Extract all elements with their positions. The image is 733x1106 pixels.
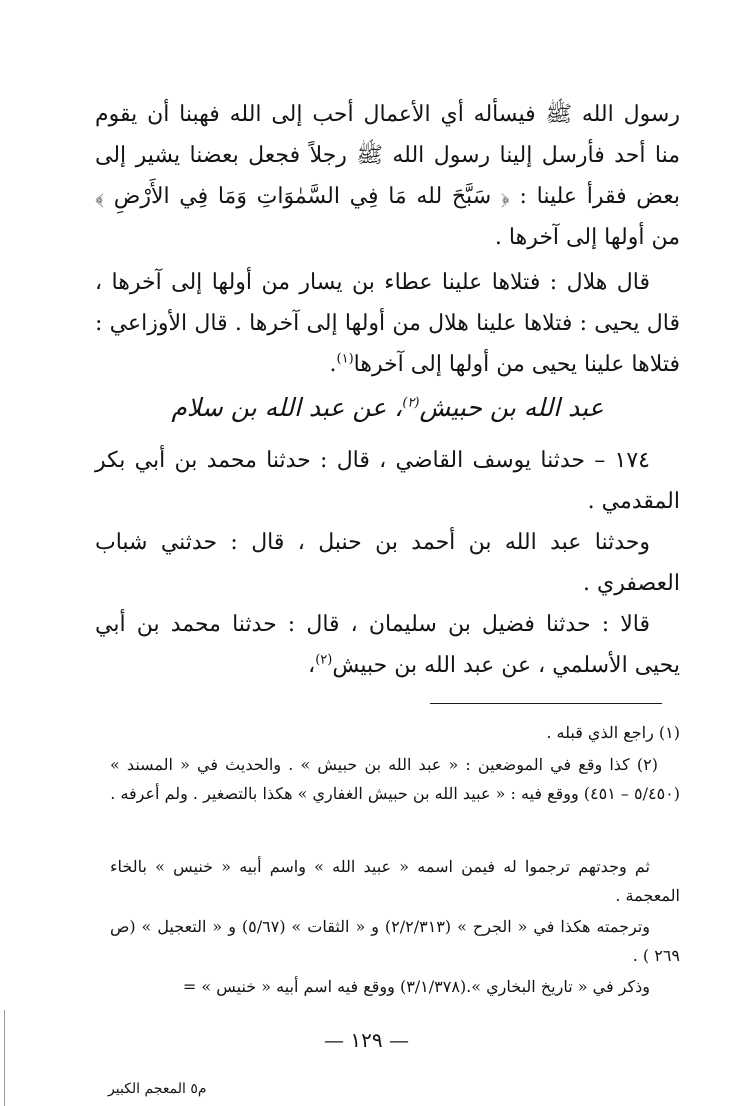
footnote-2-text: (٢) كذا وقع في الموضعين : « عبد الله بن حبيش » . والحديث في « المسند » (٥/٤٥٠ – ٤٥١) ووقع فيه : « عبيد الله بن حبيش الغفاري » هكذا بالتصغير . ولم أعرفه . <box>110 755 680 803</box>
paragraph-2-end: . <box>329 352 337 377</box>
chain-3-paragraph <box>95 604 680 686</box>
main-text-paragraph-2 <box>95 262 680 385</box>
scan-edge-line <box>4 1010 5 1106</box>
heading-name: عبد الله بن حبيش <box>419 393 604 422</box>
chain-3-end: ، <box>308 653 316 678</box>
book-signature: م٥ المعجم الكبير <box>108 1081 207 1097</box>
chain-3-text: قالا : حدثنا فضيل بن سليمان ، قال : حدثنا محمد بن أبي يحيى الأسلمي ، عن عبد الله بن حبيش <box>95 612 680 678</box>
footnote-ref-1: (١) <box>336 351 354 367</box>
chain-2-text: وحدثنا عبد الله بن أحمد بن حنبل ، قال : حدثني شباب العصفري . <box>95 530 680 596</box>
paragraph-1-text: رسول الله ﷺ فيسأله أي الأعمال أحب إلى الله فهبنا أن يقوم منا أحد فأرسل إلينا رسول الله ﷺ رجلاً فجعل بعضنا يشير إلى بعض فقرأ علينا : ﴿ سَبَّحَ لله مَا فِي السَّمٰوَاتِ وَمَا فِي الأَرْضِ ﴾ من أولها إلى آخرها . <box>95 102 680 250</box>
main-text-paragraph-1 <box>95 94 680 258</box>
footnote-1: (١) راجع الذي قبله . <box>546 723 680 742</box>
paragraph-2-text: قال هلال : فتلاها علينا عطاء بن يسار من أولها إلى آخرها ، قال يحيى : فتلاها علينا هلال من أولها إلى آخرها . قال الأوزاعي : فتلاها علينا يحيى من أولها إلى آخرها <box>95 270 680 377</box>
heading-rest: ، عن عبد الله بن سلام <box>171 393 403 422</box>
section-heading <box>95 388 680 428</box>
footnote-2-continuation-2: وترجمته هكذا في « الجرح » (٢/٢/٣١٣) و « الثقات » (٥/٦٧) و « التعجيل » (ص ٢٦٩ ) . <box>110 917 680 965</box>
page-number: — ١٢٩ — <box>324 1028 409 1052</box>
footnote-2-continuation-1: ثم وجدتهم ترجموا له فيمن اسمه « عبيد الله » واسم أبيه « خنيس » بالخاء المعجمة . <box>110 857 680 905</box>
footnote-2-continuation-3: وذكر في « تاريخ البخاري ».(٣/١/٣٧٨) ووقع فيه اسم أبيه « خنيس » = <box>182 977 650 996</box>
hadith-174-text: ١٧٤ – حدثنا يوسف القاضي ، قال : حدثنا محمد بن أبي بكر المقدمي . <box>95 448 680 514</box>
hadith-174-paragraph <box>95 440 680 522</box>
chain-2-paragraph <box>95 522 680 604</box>
footnote-ref-2: (٢) <box>315 652 333 668</box>
footnote-separator <box>430 703 662 704</box>
footnote-2 <box>110 750 680 808</box>
footnote-ref-2-heading: (٢) <box>402 395 420 411</box>
